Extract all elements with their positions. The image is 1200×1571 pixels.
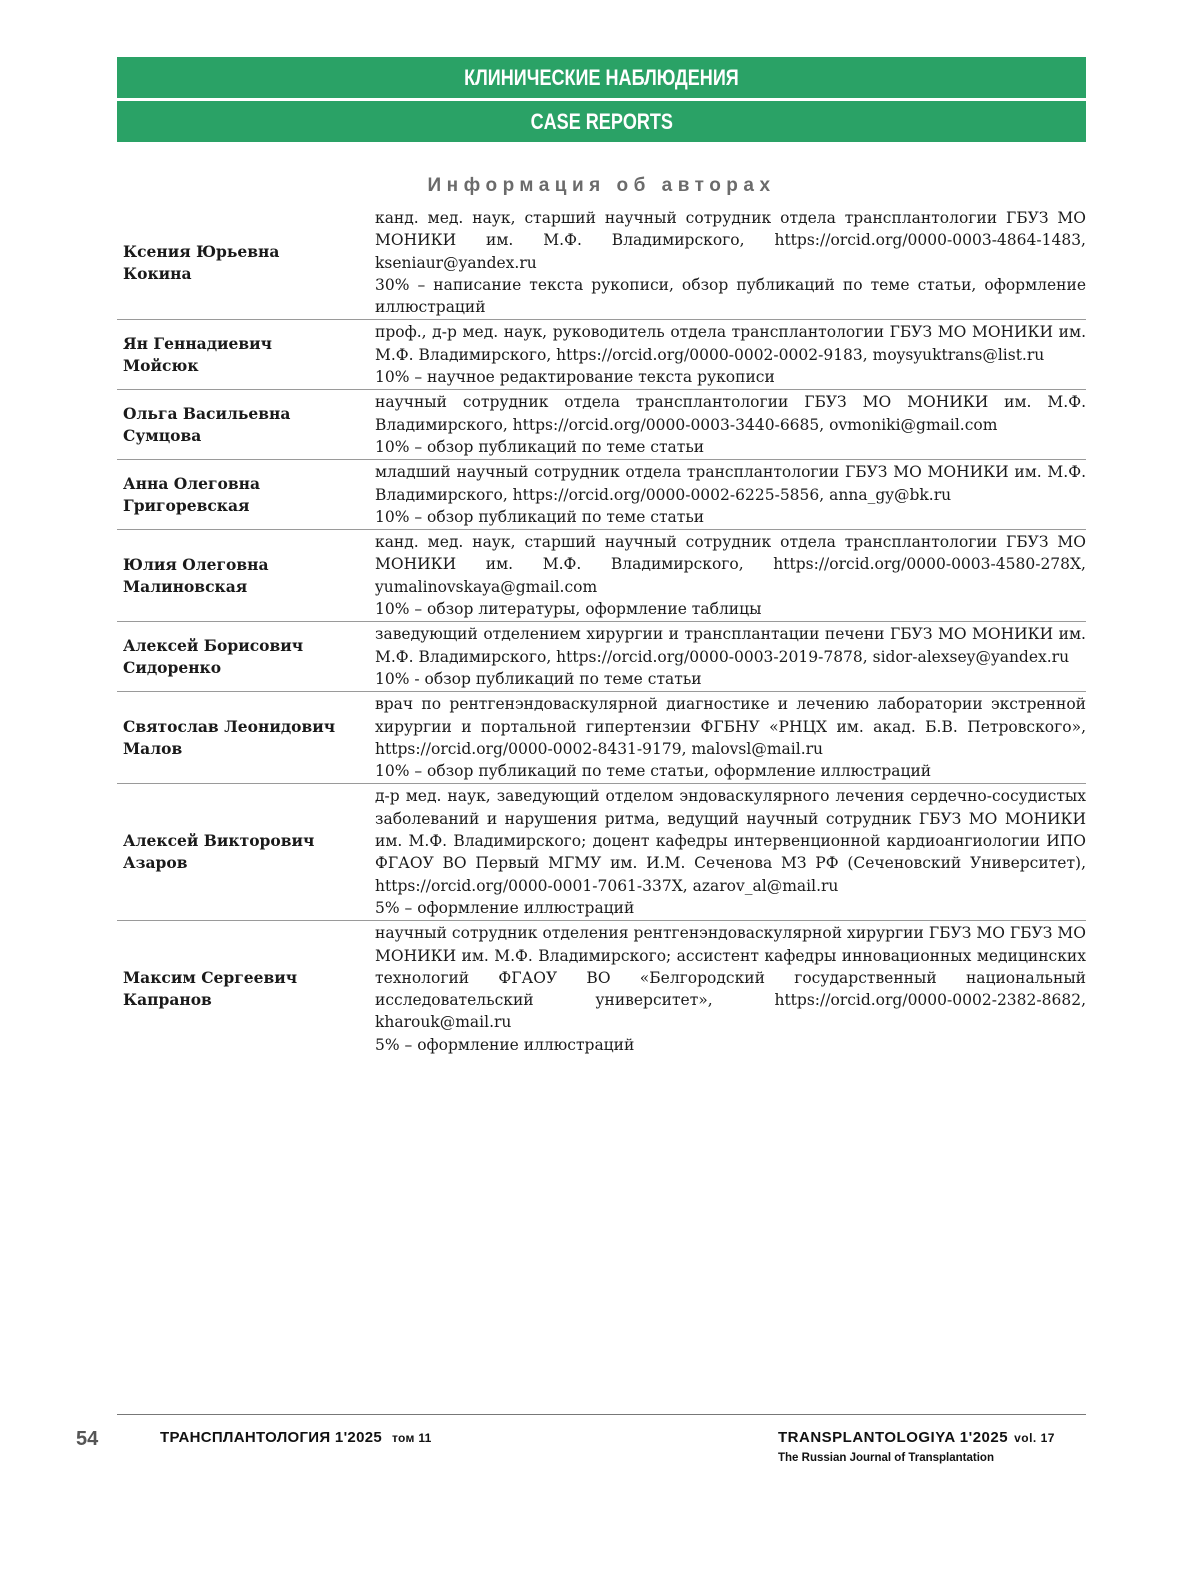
author-contribution: 10% – обзор публикаций по теме статьи, оформление иллюстраций: [375, 762, 932, 781]
author-info: [375, 921, 1086, 1057]
author-name: Анна Олеговна Григоревская: [123, 473, 261, 515]
author-row: [117, 320, 1086, 390]
author-contribution: 10% – обзор публикаций по теме статьи: [375, 437, 705, 456]
author-affiliation: канд. мед. наук, старший научный сотрудник отдела трансплантологии ГБУЗ МО МОНИКИ им. М.Ф. Владимирского, https://orcid.org/0000-0003-4864-1483, kseniaur@yandex.ru: [375, 209, 1086, 272]
author-affiliation: научный сотрудник отделения рентгенэндоваскулярной хирургии ГБУЗ МО ГБУЗ МО МОНИКИ им. М.Ф. Владимирского; ассистент кафедры инновационных медицинских технологий ФГАОУ ВО «Белгородский государственный национальный исследовательский университет», https://orcid.org/0000-0002-2382-8682, kharouk@mail.ru: [375, 924, 1086, 1032]
author-contribution: 5% – оформление иллюстраций: [375, 898, 635, 917]
author-contribution: 10% – научное редактирование текста рукописи: [375, 368, 775, 387]
author-affiliation: врач по рентгенэндоваскулярной диагностике и лечению лаборатории экстренной хирургии и портальной гипертензии ФГБНУ «РНЦХ им. акад. Б.В. Петровского», https://orcid.org/0000-0002-8431-9179, malovsl@mail.ru: [375, 695, 1086, 758]
journal-subtitle: The Russian Journal of Transplantation: [778, 1452, 994, 1464]
author-row: [117, 206, 1086, 320]
author-row: [117, 460, 1086, 530]
author-name: Алексей Борисович Сидоренко: [123, 635, 304, 677]
author-affiliation: проф., д-р мед. наук, руководитель отдела трансплантологии ГБУЗ МО МОНИКИ им. М.Ф. Владимирского, https://orcid.org/0000-0002-0002-9183, moysyuktrans@list.ru: [375, 323, 1086, 364]
author-row: [117, 784, 1086, 921]
author-contribution: 5% – оформление иллюстраций: [375, 1035, 635, 1054]
volume-en: vol. 17: [1014, 1431, 1055, 1445]
author-info: [375, 320, 1086, 389]
section-band-en: [117, 101, 1086, 142]
author-contribution: 10% – обзор литературы, оформление таблицы: [375, 600, 762, 619]
section-band-ru: [117, 57, 1086, 98]
author-contribution: 10% - обзор публикаций по теме статьи: [375, 669, 702, 688]
author-info: [375, 622, 1086, 691]
journal-title-ru: ТРАНСПЛАНТОЛОГИЯ 1'2025 том 11: [160, 1429, 432, 1446]
page-number: 54: [76, 1428, 99, 1450]
author-name: Святослав Леонидович Малов: [123, 716, 336, 758]
author-info: [375, 460, 1086, 529]
author-contribution: 10% – обзор публикаций по теме статьи: [375, 507, 705, 526]
page-title: Информация об авторах: [427, 175, 776, 196]
author-name: Ян Геннадиевич Мойсюк: [123, 333, 273, 375]
author-affiliation: научный сотрудник отдела трансплантологии ГБУЗ МО МОНИКИ им. М.Ф. Владимирского, https://orcid.org/0000-0003-3440-6685, ovmoniki@gmail.com: [375, 393, 1086, 434]
author-info: [375, 390, 1086, 459]
author-name: Юлия Олеговна Малиновская: [123, 554, 269, 596]
author-row: [117, 692, 1086, 784]
author-row: [117, 921, 1086, 1057]
author-name: Ольга Васильевна Сумцова: [123, 403, 291, 445]
author-info: [375, 692, 1086, 783]
author-name: Ксения Юрьевна Кокина: [123, 241, 280, 283]
section-title-en: CASE REPORTS: [530, 109, 673, 134]
section-title-ru: КЛИНИЧЕСКИЕ НАБЛЮДЕНИЯ: [464, 65, 739, 90]
author-name: Максим Сергеевич Капранов: [123, 968, 298, 1010]
volume-ru: том 11: [392, 1431, 432, 1445]
author-affiliation: младший научный сотрудник отдела трансплантологии ГБУЗ МО МОНИКИ им. М.Ф. Владимирского, https://orcid.org/0000-0002-6225-5856, anna_gy@bk.ru: [375, 463, 1086, 504]
author-row: [117, 390, 1086, 460]
author-info: [375, 206, 1086, 319]
author-row: [117, 622, 1086, 692]
author-contribution: 30% – написание текста рукописи, обзор публикаций по теме статьи, оформление иллюстраций: [375, 275, 1086, 317]
footer-divider: [117, 1414, 1086, 1415]
author-row: [117, 530, 1086, 622]
author-info: [375, 530, 1086, 621]
author-affiliation: заведующий отделением хирургии и трансплантации печени ГБУЗ МО МОНИКИ им. М.Ф. Владимирского, https://orcid.org/0000-0003-2019-7878, sidor-alexsey@yandex.ru: [375, 625, 1086, 666]
author-info: [375, 784, 1086, 920]
authors-table: [117, 206, 1086, 1057]
author-affiliation: д-р мед. наук, заведующий отделом эндоваскулярного лечения сердечно-сосудистых заболеваний и нарушения ритма, ведущий научный сотрудник ГБУЗ МО МОНИКИ им. М.Ф. Владимирского; доцент кафедры интервенционной кардиоангиологии ИПО ФГАОУ ВО Первый МГМУ им. И.М. Сеченова МЗ РФ (Сеченовский Университет), https://orcid.org/0000-0001-7061-337X, azarov_al@mail.ru: [375, 787, 1086, 895]
author-name: Алексей Викторович Азаров: [123, 831, 315, 873]
journal-title-en: TRANSPLANTOLOGIYA 1'2025 vol. 17: [778, 1429, 1055, 1446]
author-affiliation: канд. мед. наук, старший научный сотрудник отдела трансплантологии ГБУЗ МО МОНИКИ им. М.Ф. Владимирского, https://orcid.org/0000-0003-4580-278X, yumalinovskaya@gmail.com: [375, 533, 1086, 596]
